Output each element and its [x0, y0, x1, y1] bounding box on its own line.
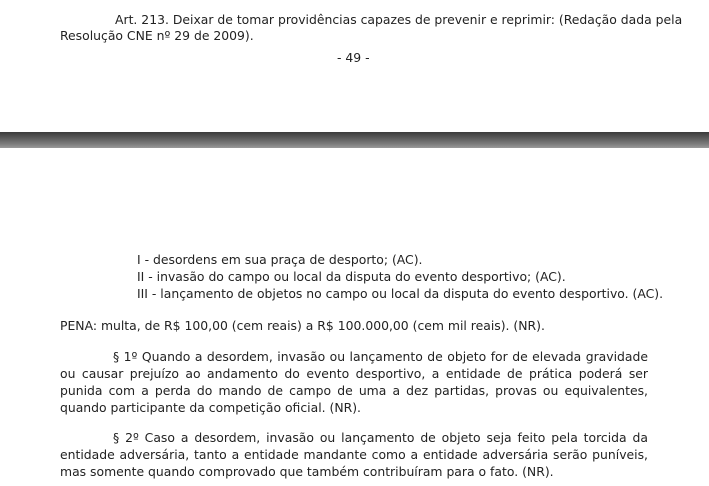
- paragraph-1: § 1º Quando a desordem, invasão ou lançamento de objeto for de elevada gravidade ou causar prejuízo ao andamento do evento desportivo, a entidade de prática poderá ser punida com a perda do mando de campo de uma a dez partidas, provas ou equivalentes, quando participante da competição oficial. (NR).: [60, 349, 648, 415]
- pena-line: PENA: multa, de R$ 100,00 (cem reais) a R$ 100.000,00 (cem mil reais). (NR).: [60, 318, 545, 333]
- page-separator: [0, 132, 709, 148]
- document-page-top: [0, 0, 709, 132]
- list-item-ii: II - invasão do campo ou local da disputa do evento desportivo; (AC).: [137, 269, 566, 284]
- list-item-i: I - desordens em sua praça de desporto; (AC).: [137, 252, 423, 267]
- list-item-iii: III - lançamento de objetos no campo ou local da disputa do evento desportivo. (AC).: [137, 286, 664, 301]
- art-213-line-1: Art. 213. Deixar de tomar providências capazes de prevenir e reprimir: (Redação dada pela: [115, 12, 683, 27]
- paragraph-2: § 2º Caso a desordem, invasão ou lançamento de objeto seja feito pela torcida da entidade adversária, tanto a entidade mandante como a entidade adversária serão puníveis, mas somente quando comprovado que também contribuíram para o fato. (NR).: [60, 430, 648, 479]
- page-number: - 49 -: [337, 50, 370, 65]
- art-213-line-2: Resolução CNE nº 29 de 2009).: [60, 28, 254, 43]
